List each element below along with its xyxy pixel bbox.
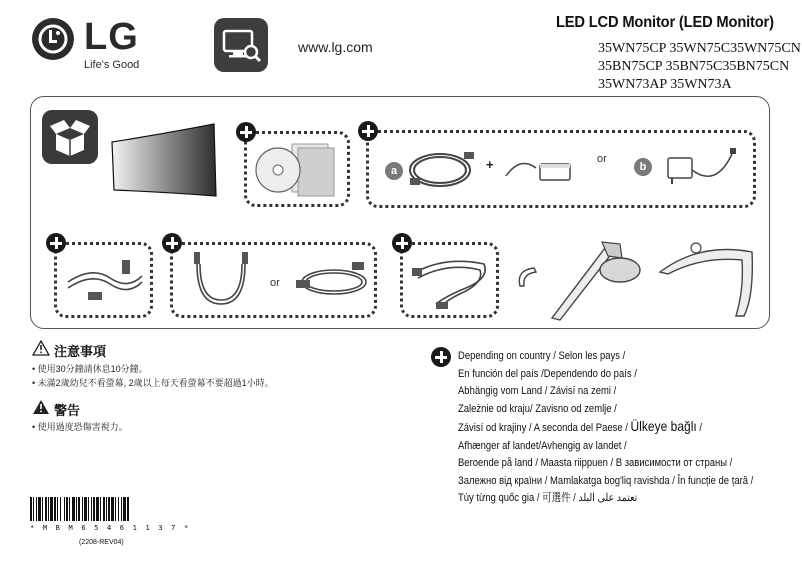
- package-box-icon: [42, 110, 98, 164]
- turkish-suffix: /: [696, 422, 703, 434]
- option-a-badge: a: [385, 162, 403, 180]
- caution-title: 注意事項: [54, 344, 107, 359]
- language-line: En función del país /Dependendo do país /: [458, 367, 637, 380]
- ac-adapter-icon: [502, 150, 576, 190]
- caution-triangle-icon: [32, 340, 50, 356]
- model-list: [598, 40, 801, 94]
- website-monitor-icon: [214, 18, 268, 72]
- website-url[interactable]: www.lg.com: [298, 39, 373, 55]
- curved-monitor-image: [108, 120, 218, 200]
- lg-logo-icon: [32, 18, 74, 60]
- revision-code: (2208-REV04): [79, 539, 124, 546]
- plus-icon: [162, 233, 182, 253]
- usb-c-cable-icon: [186, 246, 256, 312]
- barcode-text: * M B M 6 5 4 6 1 1 3 7 *: [30, 524, 191, 532]
- language-line: Afhænger af landet/Avhengig av landet /: [458, 439, 627, 452]
- warning-triangle-icon: [32, 399, 50, 415]
- turkish-text: Ülkeye bağlı: [630, 418, 697, 434]
- document-title: LED LCD Monitor (LED Monitor): [556, 14, 774, 31]
- barcode-image: [30, 497, 164, 521]
- model-line: 35BN75CP 35BN75C35BN75CN: [598, 59, 790, 74]
- brand-tagline: Life's Good: [84, 59, 140, 71]
- plus-icon: [46, 233, 66, 253]
- cable-holder-icon: [512, 262, 542, 292]
- wall-adapter-icon: [660, 140, 744, 194]
- language-line: Залежно від країни / Mamlakatga bog'liq ravishda / În funcție de țară /: [458, 474, 754, 487]
- plus-icon: [358, 121, 378, 141]
- cd-and-manual-icon: [254, 140, 340, 200]
- stand-base-icon: [656, 236, 760, 320]
- hdmi-cable-icon: [62, 252, 148, 312]
- option-b-badge: b: [634, 158, 652, 176]
- plus-sign: +: [486, 157, 494, 172]
- usb-cable-icon: [406, 250, 494, 312]
- language-line: Abhängig vom Land / Závisí na zemi /: [458, 385, 617, 397]
- model-line: 35WN75CP 35WN75C35WN75CN: [598, 41, 801, 56]
- language-line: Tùy từng quốc gia / 可選件 / تعتمد على البلد: [458, 492, 638, 504]
- displayport-cable-icon: [292, 254, 372, 310]
- caution-item: • 未滿2歲幼兒不看螢幕, 2歲以上每天看螢幕不要超過1小時。: [32, 378, 274, 388]
- country-dependent-note: [458, 348, 753, 508]
- language-line: Závisí od krajiny / A seconda del Paese /: [458, 422, 631, 434]
- or-label: or: [597, 153, 607, 165]
- or-label: or: [270, 277, 280, 289]
- plus-icon: [236, 122, 256, 142]
- language-line: Zależnie od kraju/ Zavisno od zemlje /: [458, 402, 617, 415]
- language-line-with-turkish: [458, 418, 753, 438]
- language-line: Depending on country / Selon les pays /: [458, 350, 626, 362]
- power-cord-icon: [404, 142, 484, 196]
- caution-item: • 使用30分鐘請休息10分鐘。: [32, 364, 148, 374]
- model-line: 35WN73AP 35WN73A: [598, 77, 732, 92]
- plus-icon: [431, 347, 451, 367]
- brand-name: LG: [84, 16, 139, 58]
- warning-title: 警告: [54, 403, 81, 418]
- stand-body-icon: [546, 238, 642, 324]
- language-line: Beroende på land / Maasta riippuen / В зависимости от страны /: [458, 457, 733, 469]
- warning-item: • 使用過度恐傷害視力。: [32, 422, 128, 432]
